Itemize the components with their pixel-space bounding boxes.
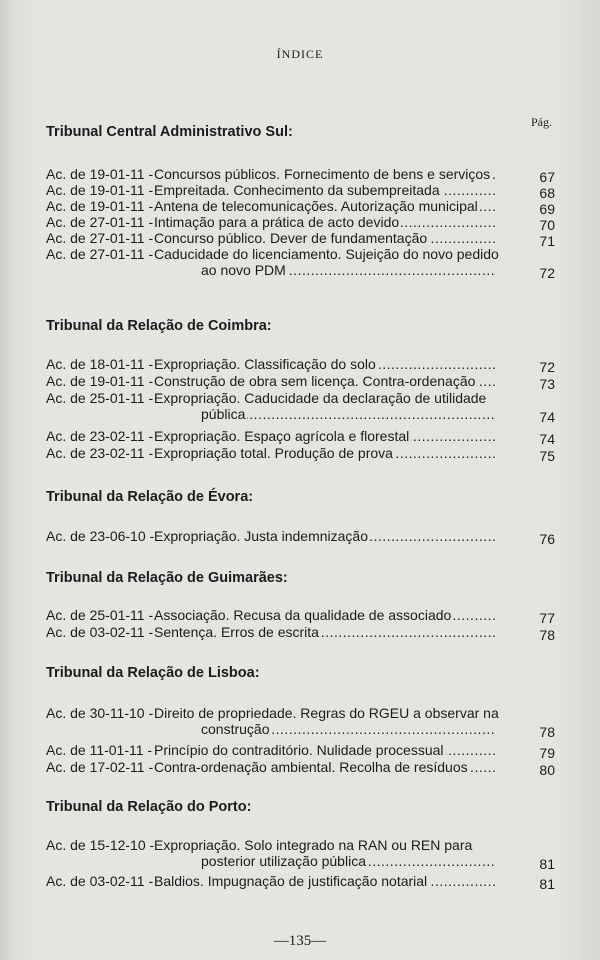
index-entry	[46, 873, 556, 892]
entry-text: Direito de propriedade. Regras do RGEU a observar na	[154, 705, 499, 721]
entry-text: Sentença. Erros de escrita	[154, 625, 319, 640]
index-entry	[46, 742, 556, 761]
entry-date: Ac. de 19-01-11 -	[46, 182, 154, 198]
index-entry	[46, 445, 556, 464]
entry-page: 73	[539, 376, 555, 392]
entry-date: Ac. de 19-01-11 -	[46, 373, 154, 389]
entry-text-continuation: posterior utilização pública	[201, 854, 366, 869]
entry-page: 74	[539, 431, 555, 447]
index-entry	[46, 214, 556, 233]
entry-text: Associação. Recusa da qualidade de associado	[154, 608, 452, 623]
section-title: Tribunal da Relação de Lisboa:	[46, 665, 260, 681]
entry-page: 72	[539, 265, 555, 281]
page-column-label: Pág.	[531, 115, 552, 129]
entry-page: 78	[539, 724, 555, 740]
entry-page: 74	[539, 409, 555, 425]
index-entry	[46, 198, 556, 217]
entry-date: Ac. de 18-01-11 -	[46, 356, 154, 372]
entry-page: 72	[539, 359, 555, 375]
section-title: Tribunal da Relação de Guimarães:	[46, 570, 288, 586]
index-entry	[46, 230, 556, 249]
entry-text: Expropriação. Justa indemnização	[154, 529, 369, 544]
entry-date: Ac. de 15-12-10 -	[46, 837, 155, 853]
page-footer-number: —135—	[273, 933, 327, 949]
entry-date: Ac. de 23-02-11 -	[46, 445, 154, 461]
entry-page: 78	[539, 627, 555, 643]
entry-date: Ac. de 23-06-10 -	[46, 528, 155, 544]
entry-text: Caducidade do licenciamento. Sujeição do novo pedido	[154, 246, 499, 262]
entry-text: Concursos públicos. Fornecimento de bens e serviços	[154, 167, 491, 182]
entry-date: Ac. de 19-01-11 -	[46, 166, 154, 182]
entry-text: Baldios. Impugnação de justificação notarial	[154, 874, 428, 889]
entry-date: Ac. de 27-01-11 -	[46, 246, 154, 262]
entry-date: Ac. de 23-02-11 -	[46, 428, 154, 444]
entry-page: 69	[539, 201, 555, 217]
entry-text-continuation: pública	[201, 407, 246, 422]
entry-text: Intimação para a prática de acto devido	[154, 215, 400, 230]
entry-text: Expropriação total. Produção de prova	[154, 446, 393, 461]
entry-text: Princípio do contraditório. Nulidade processual	[154, 743, 444, 758]
section-title: Tribunal da Relação de Évora:	[46, 489, 254, 505]
entry-text: Empreitada. Conhecimento da subempreitada	[154, 183, 440, 198]
entry-page: 77	[539, 610, 555, 626]
index-entry	[46, 837, 556, 872]
index-entry	[46, 428, 556, 447]
entry-date: Ac. de 27-01-11 -	[46, 230, 154, 246]
entry-page: 80	[539, 762, 555, 778]
index-entry	[46, 607, 556, 626]
entry-text-continuation: construção	[201, 722, 270, 737]
entry-page: 79	[539, 745, 555, 761]
index-entry	[46, 356, 556, 375]
entry-page: 67	[539, 169, 555, 185]
entry-text: Expropriação. Solo integrado na RAN ou REN para	[154, 837, 473, 853]
index-entry	[46, 390, 556, 425]
entry-date: Ac. de 03-02-11 -	[46, 624, 154, 640]
entry-page: 68	[539, 185, 555, 201]
entry-text: Antena de telecomunicações. Autorização municipal	[154, 199, 478, 214]
index-entry	[46, 528, 556, 547]
entry-date: Ac. de 27-01-11 -	[46, 214, 154, 230]
index-entry	[46, 373, 556, 392]
entry-text-continuation: ao novo PDM	[201, 263, 286, 278]
index-entry	[46, 705, 556, 740]
index-entry	[46, 624, 556, 643]
entry-page: 76	[539, 531, 555, 547]
entry-page: 81	[539, 856, 555, 872]
entry-date: Ac. de 11-01-11 -	[46, 742, 153, 758]
index-entry	[46, 246, 556, 281]
section-title: Tribunal Central Administrativo Sul:	[46, 124, 293, 140]
entry-date: Ac. de 30-11-10 -	[46, 705, 154, 721]
entry-page: 71	[539, 233, 555, 249]
index-entry	[46, 182, 556, 201]
entry-page: 75	[539, 448, 555, 464]
entry-date: Ac. de 25-01-11 -	[46, 607, 154, 623]
section-title: Tribunal da Relação do Porto:	[46, 799, 252, 815]
entry-date: Ac. de 17-02-11 -	[46, 759, 154, 775]
page-header-title: ÍNDICE	[276, 47, 324, 61]
section-title: Tribunal da Relação de Coimbra:	[46, 318, 272, 334]
entry-text: Expropriação. Espaço agrícola e florestal	[154, 429, 410, 444]
index-entry	[46, 759, 556, 778]
entry-text: Concurso público. Dever de fundamentação	[154, 231, 428, 246]
entry-page: 70	[539, 217, 555, 233]
entry-date: Ac. de 03-02-11 -	[46, 873, 154, 889]
entry-text: Expropriação. Caducidade da declaração de utilidade	[154, 390, 487, 406]
entry-date: Ac. de 25-01-11 -	[46, 390, 154, 406]
entry-date: Ac. de 19-01-11 -	[46, 198, 154, 214]
entry-text: Expropriação. Classificação do solo	[154, 357, 376, 372]
entry-page: 81	[539, 876, 555, 892]
entry-text: Contra-ordenação ambiental. Recolha de resíduos	[154, 760, 468, 775]
entry-text: Construção de obra sem licença. Contra-ordenação	[154, 374, 476, 389]
index-entry	[46, 166, 556, 185]
